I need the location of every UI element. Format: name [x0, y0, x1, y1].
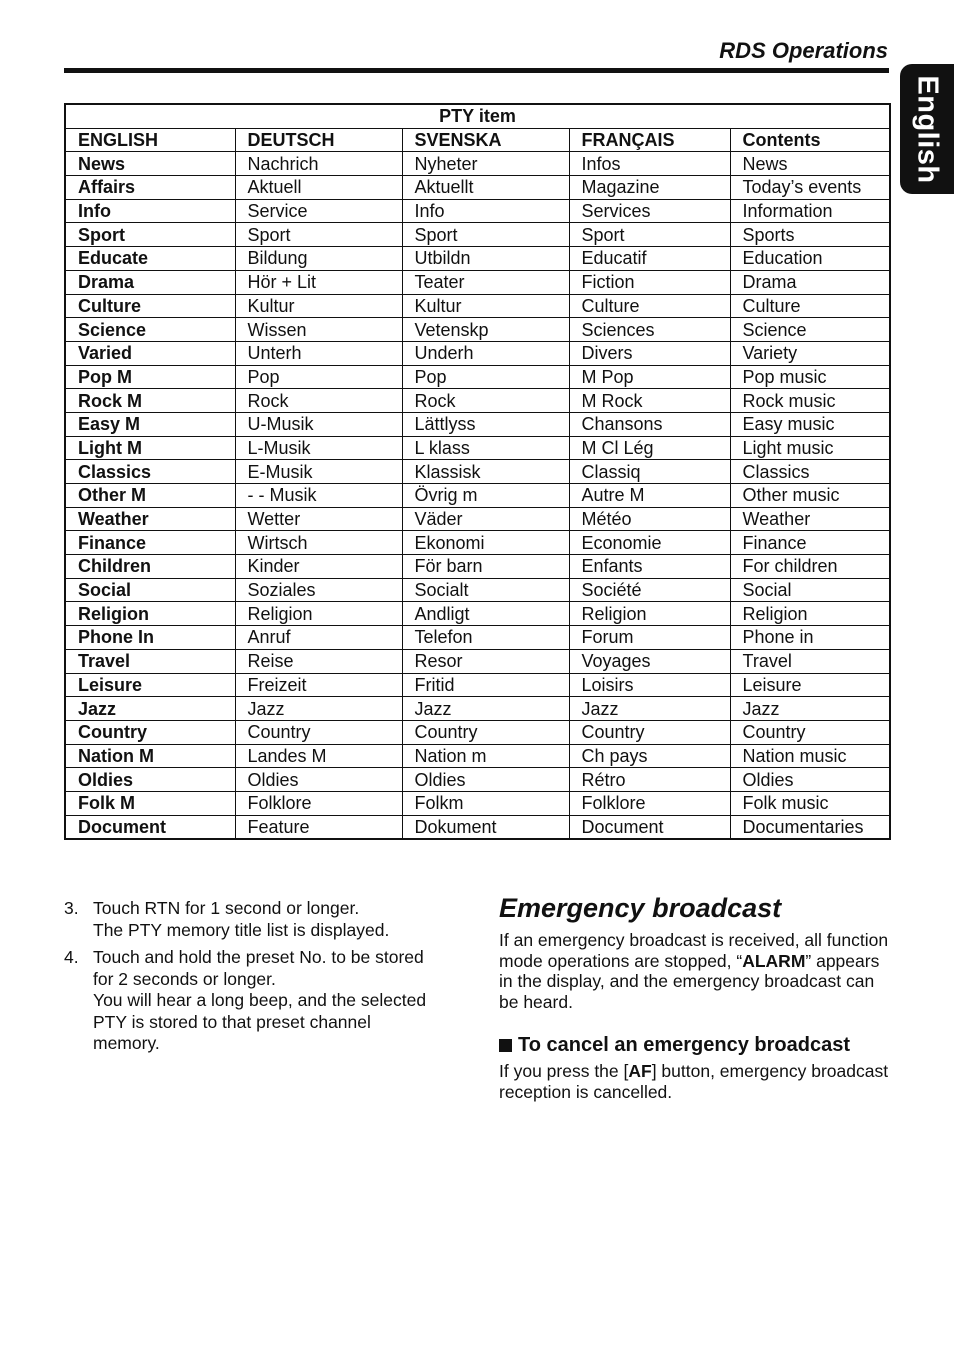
table-cell: M Cl Lég: [569, 436, 730, 460]
step-number: 3.: [64, 898, 79, 918]
table-cell: Reise: [235, 649, 402, 673]
table-cell: Övrig m: [402, 484, 569, 508]
table-cell: Light music: [730, 436, 890, 460]
table-cell: Soziales: [235, 578, 402, 602]
step-number: 4.: [64, 947, 79, 967]
table-cell: Autre M: [569, 484, 730, 508]
table-cell: L-Musik: [235, 436, 402, 460]
table-cell: Oldies: [730, 768, 890, 792]
table-row: [65, 484, 890, 508]
table-cell: Rock M: [65, 389, 235, 413]
column-header: FRANÇAIS: [569, 128, 730, 152]
table-cell: Jazz: [730, 697, 890, 721]
table-row: [65, 176, 890, 200]
table-cell: Folklore: [569, 791, 730, 815]
table-cell: Nation music: [730, 744, 890, 768]
emergency-description: [499, 930, 889, 1012]
cancel-subheading: [499, 1034, 889, 1057]
column-header: Contents: [730, 128, 890, 152]
table-row: [65, 768, 890, 792]
table-cell: Fiction: [569, 270, 730, 294]
table-cell: Religion: [65, 602, 235, 626]
table-cell: Info: [65, 199, 235, 223]
table-cell: Easy music: [730, 412, 890, 436]
table-cell: Phone In: [65, 626, 235, 650]
table-cell: Classics: [730, 460, 890, 484]
table-cell: Country: [402, 720, 569, 744]
table-row: [65, 270, 890, 294]
table-cell: Light M: [65, 436, 235, 460]
table-cell: Nachrich: [235, 152, 402, 176]
table-cell: Feature: [235, 815, 402, 839]
column-header: ENGLISH: [65, 128, 235, 152]
table-cell: Wirtsch: [235, 531, 402, 555]
table-cell: Travel: [730, 649, 890, 673]
table-cell: Dokument: [402, 815, 569, 839]
column-header: SVENSKA: [402, 128, 569, 152]
alarm-label: ALARM: [742, 950, 806, 971]
table-cell: Drama: [65, 270, 235, 294]
emergency-title: Emergency broadcast: [499, 893, 782, 923]
table-cell: Religion: [569, 602, 730, 626]
table-cell: Culture: [730, 294, 890, 318]
table-row: [65, 436, 890, 460]
cancel-subheading-text: To cancel an emergency broadcast: [518, 1034, 850, 1056]
table-cell: Document: [569, 815, 730, 839]
table-cell: Finance: [730, 531, 890, 555]
table-cell: Children: [65, 555, 235, 579]
table-cell: Kultur: [402, 294, 569, 318]
table-cell: For children: [730, 555, 890, 579]
header-rule: [64, 68, 889, 73]
table-cell: Varied: [65, 341, 235, 365]
table-row: [65, 341, 890, 365]
table-cell: Weather: [730, 507, 890, 531]
table-cell: Anruf: [235, 626, 402, 650]
table-cell: Sport: [402, 223, 569, 247]
table-cell: L klass: [402, 436, 569, 460]
table-cell: M Pop: [569, 365, 730, 389]
table-cell: Services: [569, 199, 730, 223]
table-cell: Rock music: [730, 389, 890, 413]
table-cell: Other music: [730, 484, 890, 508]
table-cell: Social: [65, 578, 235, 602]
step-text-line: PTY is stored to that preset channel: [93, 1011, 371, 1032]
column-header: DEUTSCH: [235, 128, 402, 152]
table-cell: Kultur: [235, 294, 402, 318]
table-cell: Classics: [65, 460, 235, 484]
instruction-steps: [64, 898, 464, 1061]
table-cell: Classiq: [569, 460, 730, 484]
table-cell: Kinder: [235, 555, 402, 579]
pty-table-body: [65, 152, 890, 839]
table-cell: Phone in: [730, 626, 890, 650]
table-cell: Société: [569, 578, 730, 602]
table-cell: Culture: [569, 294, 730, 318]
table-cell: Affairs: [65, 176, 235, 200]
pty-table-caption: PTY item: [65, 104, 890, 128]
table-cell: Folk music: [730, 791, 890, 815]
table-cell: Weather: [65, 507, 235, 531]
cancel-description-text: If you press the [: [499, 1061, 629, 1081]
table-row: [65, 507, 890, 531]
step-text-line: memory.: [93, 1033, 160, 1053]
emergency-description-text: If an emergency broadcast is received, all function mode operations are stopped, “: [499, 930, 889, 971]
language-side-tab: [900, 64, 954, 194]
table-row: [65, 626, 890, 650]
pty-table: [64, 103, 891, 840]
table-cell: Nation m: [402, 744, 569, 768]
table-cell: Information: [730, 199, 890, 223]
table-cell: Socialt: [402, 578, 569, 602]
table-cell: Easy M: [65, 412, 235, 436]
table-cell: Magazine: [569, 176, 730, 200]
table-cell: Variety: [730, 341, 890, 365]
table-cell: Educatif: [569, 247, 730, 271]
table-cell: Religion: [235, 602, 402, 626]
table-cell: Science: [730, 318, 890, 342]
table-cell: Science: [65, 318, 235, 342]
table-cell: Travel: [65, 649, 235, 673]
table-cell: Folklore: [235, 791, 402, 815]
table-row: [65, 815, 890, 839]
table-row: [65, 460, 890, 484]
table-cell: Social: [730, 578, 890, 602]
table-row: [65, 720, 890, 744]
table-row: [65, 578, 890, 602]
table-row: [65, 649, 890, 673]
table-row: [65, 199, 890, 223]
table-cell: Sport: [235, 223, 402, 247]
emergency-description-text-end: ” appears in the display, and the emergency broadcast can be heard.: [499, 950, 880, 1012]
table-cell: Pop: [235, 365, 402, 389]
table-cell: Loisirs: [569, 673, 730, 697]
table-cell: Oldies: [235, 768, 402, 792]
table-row: [65, 294, 890, 318]
table-cell: News: [730, 152, 890, 176]
table-cell: Country: [730, 720, 890, 744]
table-cell: Teater: [402, 270, 569, 294]
table-cell: Chansons: [569, 412, 730, 436]
table-cell: Voyages: [569, 649, 730, 673]
table-cell: Rock: [402, 389, 569, 413]
table-cell: Météo: [569, 507, 730, 531]
emergency-broadcast-section: [499, 893, 889, 1102]
table-row: [65, 223, 890, 247]
step-text-line: Touch RTN for 1 second or longer.: [93, 898, 360, 918]
table-cell: Pop music: [730, 365, 890, 389]
step-text-line: You will hear a long beep, and the selected: [93, 990, 427, 1010]
list-item: [64, 947, 464, 1055]
table-row: [65, 365, 890, 389]
table-row: [65, 318, 890, 342]
table-row: [65, 697, 890, 721]
table-cell: Economie: [569, 531, 730, 555]
table-cell: Sports: [730, 223, 890, 247]
table-cell: News: [65, 152, 235, 176]
table-cell: Andligt: [402, 602, 569, 626]
table-cell: M Rock: [569, 389, 730, 413]
table-cell: U-Musik: [235, 412, 402, 436]
step-text-line: for 2 seconds or longer.: [93, 968, 276, 989]
table-cell: Forum: [569, 626, 730, 650]
table-cell: Ch pays: [569, 744, 730, 768]
table-cell: Today’s events: [730, 176, 890, 200]
table-cell: Lättlyss: [402, 412, 569, 436]
table-row: [65, 412, 890, 436]
table-cell: Leisure: [730, 673, 890, 697]
table-cell: Underh: [402, 341, 569, 365]
table-row: [65, 531, 890, 555]
table-cell: Divers: [569, 341, 730, 365]
table-cell: Landes M: [235, 744, 402, 768]
table-cell: Rétro: [569, 768, 730, 792]
table-cell: Oldies: [402, 768, 569, 792]
table-cell: Vetenskp: [402, 318, 569, 342]
section-title: RDS Operations: [719, 38, 888, 63]
side-tab-label: English: [911, 74, 944, 184]
table-cell: Unterh: [235, 341, 402, 365]
table-cell: Pop M: [65, 365, 235, 389]
table-cell: Klassisk: [402, 460, 569, 484]
table-cell: Sciences: [569, 318, 730, 342]
table-cell: Document: [65, 815, 235, 839]
step-text-line: Touch and hold the preset No. to be stored: [93, 947, 424, 967]
table-row: [65, 602, 890, 626]
square-bullet-icon: [499, 1039, 512, 1052]
table-cell: Country: [569, 720, 730, 744]
table-cell: Jazz: [569, 697, 730, 721]
table-cell: Educate: [65, 247, 235, 271]
table-cell: Wissen: [235, 318, 402, 342]
table-cell: Enfants: [569, 555, 730, 579]
table-cell: Pop: [402, 365, 569, 389]
table-cell: Wetter: [235, 507, 402, 531]
table-row: [65, 673, 890, 697]
table-cell: Sport: [65, 223, 235, 247]
table-cell: Religion: [730, 602, 890, 626]
table-cell: Rock: [235, 389, 402, 413]
table-cell: Ekonomi: [402, 531, 569, 555]
table-cell: Info: [402, 199, 569, 223]
af-button-label: AF: [628, 1061, 652, 1081]
table-cell: Documentaries: [730, 815, 890, 839]
table-row: [65, 389, 890, 413]
table-cell: Jazz: [65, 697, 235, 721]
table-cell: Infos: [569, 152, 730, 176]
table-cell: E-Musik: [235, 460, 402, 484]
table-cell: Culture: [65, 294, 235, 318]
step-text-line: The PTY memory title list is displayed.: [93, 919, 390, 940]
table-cell: Aktuellt: [402, 176, 569, 200]
table-cell: Fritid: [402, 673, 569, 697]
table-cell: Folk M: [65, 791, 235, 815]
table-cell: Telefon: [402, 626, 569, 650]
table-cell: Jazz: [402, 697, 569, 721]
table-row: [65, 791, 890, 815]
table-cell: Hör + Lit: [235, 270, 402, 294]
cancel-description-text-end: ] button, emergency broadcast reception is cancelled.: [499, 1061, 889, 1102]
table-cell: Education: [730, 247, 890, 271]
table-cell: Finance: [65, 531, 235, 555]
table-cell: Sport: [569, 223, 730, 247]
table-cell: Country: [65, 720, 235, 744]
table-cell: För barn: [402, 555, 569, 579]
table-cell: Nyheter: [402, 152, 569, 176]
table-cell: Leisure: [65, 673, 235, 697]
cancel-description: [499, 1061, 889, 1102]
table-row: [65, 247, 890, 271]
table-cell: Service: [235, 199, 402, 223]
table-cell: Utbildn: [402, 247, 569, 271]
table-row: [65, 152, 890, 176]
table-cell: Resor: [402, 649, 569, 673]
table-cell: Country: [235, 720, 402, 744]
table-cell: Aktuell: [235, 176, 402, 200]
table-cell: Nation M: [65, 744, 235, 768]
table-cell: - - Musik: [235, 484, 402, 508]
table-cell: Freizeit: [235, 673, 402, 697]
table-cell: Other M: [65, 484, 235, 508]
table-cell: Drama: [730, 270, 890, 294]
table-cell: Jazz: [235, 697, 402, 721]
table-cell: Oldies: [65, 768, 235, 792]
table-cell: Bildung: [235, 247, 402, 271]
table-row: [65, 555, 890, 579]
pty-table-header-row: [65, 128, 890, 152]
list-item: [64, 898, 464, 941]
table-cell: Väder: [402, 507, 569, 531]
table-cell: Folkm: [402, 791, 569, 815]
table-row: [65, 744, 890, 768]
